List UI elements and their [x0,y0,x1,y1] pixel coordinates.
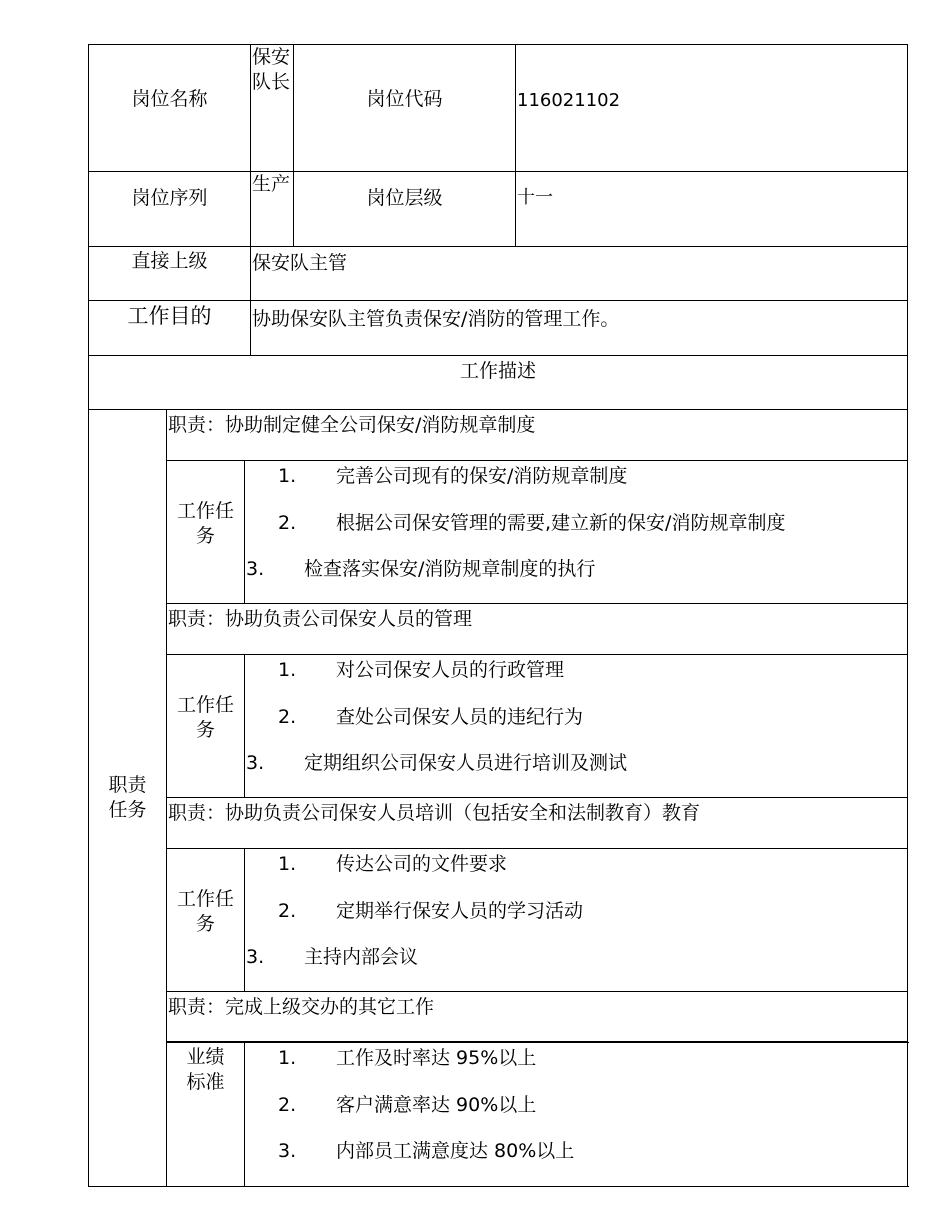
list-item-number: 1. [278,659,297,681]
job-description-table [88,44,908,1187]
responsibility-side-label-text: 职责任务 [108,774,147,821]
duty-title: 职责：完成上级交办的其它工作 [167,992,908,1042]
list-item-text: 传达公司的文件要求 [336,853,508,875]
list-item-text: 客户满意率达 90%以上 [336,1094,537,1116]
purpose-value: 协助保安队主管负责保安/消防的管理工作。 [251,301,908,356]
list-item-text: 主持内部会议 [304,946,419,968]
list-item-number: 1. [278,465,297,487]
job-description-form [88,44,907,1185]
list-item-text: 内部员工满意度达 80%以上 [336,1140,575,1162]
task-label [167,655,245,798]
level-label: 岗位层级 [294,172,516,247]
list-item-number: 2. [278,900,297,922]
list-item [278,1046,536,1071]
task-label [167,849,245,992]
task-label [167,461,245,604]
list-item [246,751,627,776]
task-list [245,849,908,992]
list-item-text: 检查落实保安/消防规章制度的执行 [304,558,596,580]
list-item-number: 3. [278,1140,297,1162]
list-item [278,705,583,730]
list-item-text: 定期举行保安人员的学习活动 [336,900,584,922]
list-item-text: 工作及时率达 95%以上 [336,1047,537,1069]
task-label-text: 工作任务 [176,500,234,547]
list-item-text: 根据公司保安管理的需要,建立新的保安/消防规章制度 [336,512,786,534]
performance-label-text: 业绩标准 [186,1046,225,1093]
list-item [278,511,785,536]
list-item [278,899,583,924]
list-item-number: 2. [278,1094,297,1116]
supervisor-value: 保安队主管 [251,247,908,301]
list-item [278,1139,574,1164]
purpose-label: 工作目的 [89,301,251,356]
position-name-value: 保安队长 [251,45,294,172]
duty-title: 职责：协助负责公司保安人员的管理 [167,604,908,655]
list-item-number: 2. [278,706,297,728]
list-item-text: 查处公司保安人员的违纪行为 [336,706,584,728]
sequence-label: 岗位序列 [89,172,251,247]
level-value: 十一 [516,172,908,247]
list-item-number: 3. [246,946,265,968]
description-title: 工作描述 [89,356,908,410]
list-item-number: 1. [278,853,297,875]
performance-list [245,1043,908,1187]
list-item [246,945,418,970]
task-list [245,461,908,604]
list-item-number: 3. [246,558,265,580]
list-item [278,658,564,683]
duty-title: 职责：协助制定健全公司保安/消防规章制度 [167,410,908,461]
task-label-text: 工作任务 [176,694,234,741]
sequence-value: 生产 [251,172,294,247]
list-item-text: 对公司保安人员的行政管理 [336,659,565,681]
task-label-text: 工作任务 [176,888,234,935]
supervisor-label: 直接上级 [89,247,251,301]
list-item [278,464,627,489]
list-item [278,852,507,877]
list-item [246,557,595,582]
task-list [245,655,908,798]
list-item-number: 2. [278,512,297,534]
responsibility-side-label [89,410,167,1187]
list-item-text: 定期组织公司保安人员进行培训及测试 [304,752,628,774]
position-name-label: 岗位名称 [89,45,251,172]
list-item-text: 完善公司现有的保安/消防规章制度 [336,465,628,487]
list-item-number: 3. [246,752,265,774]
position-code-label: 岗位代码 [294,45,516,172]
list-item [278,1093,536,1118]
duty-title: 职责：协助负责公司保安人员培训（包括安全和法制教育）教育 [167,798,908,849]
performance-label [167,1043,245,1187]
position-code-value: 116021102 [516,45,908,172]
list-item-number: 1. [278,1047,297,1069]
